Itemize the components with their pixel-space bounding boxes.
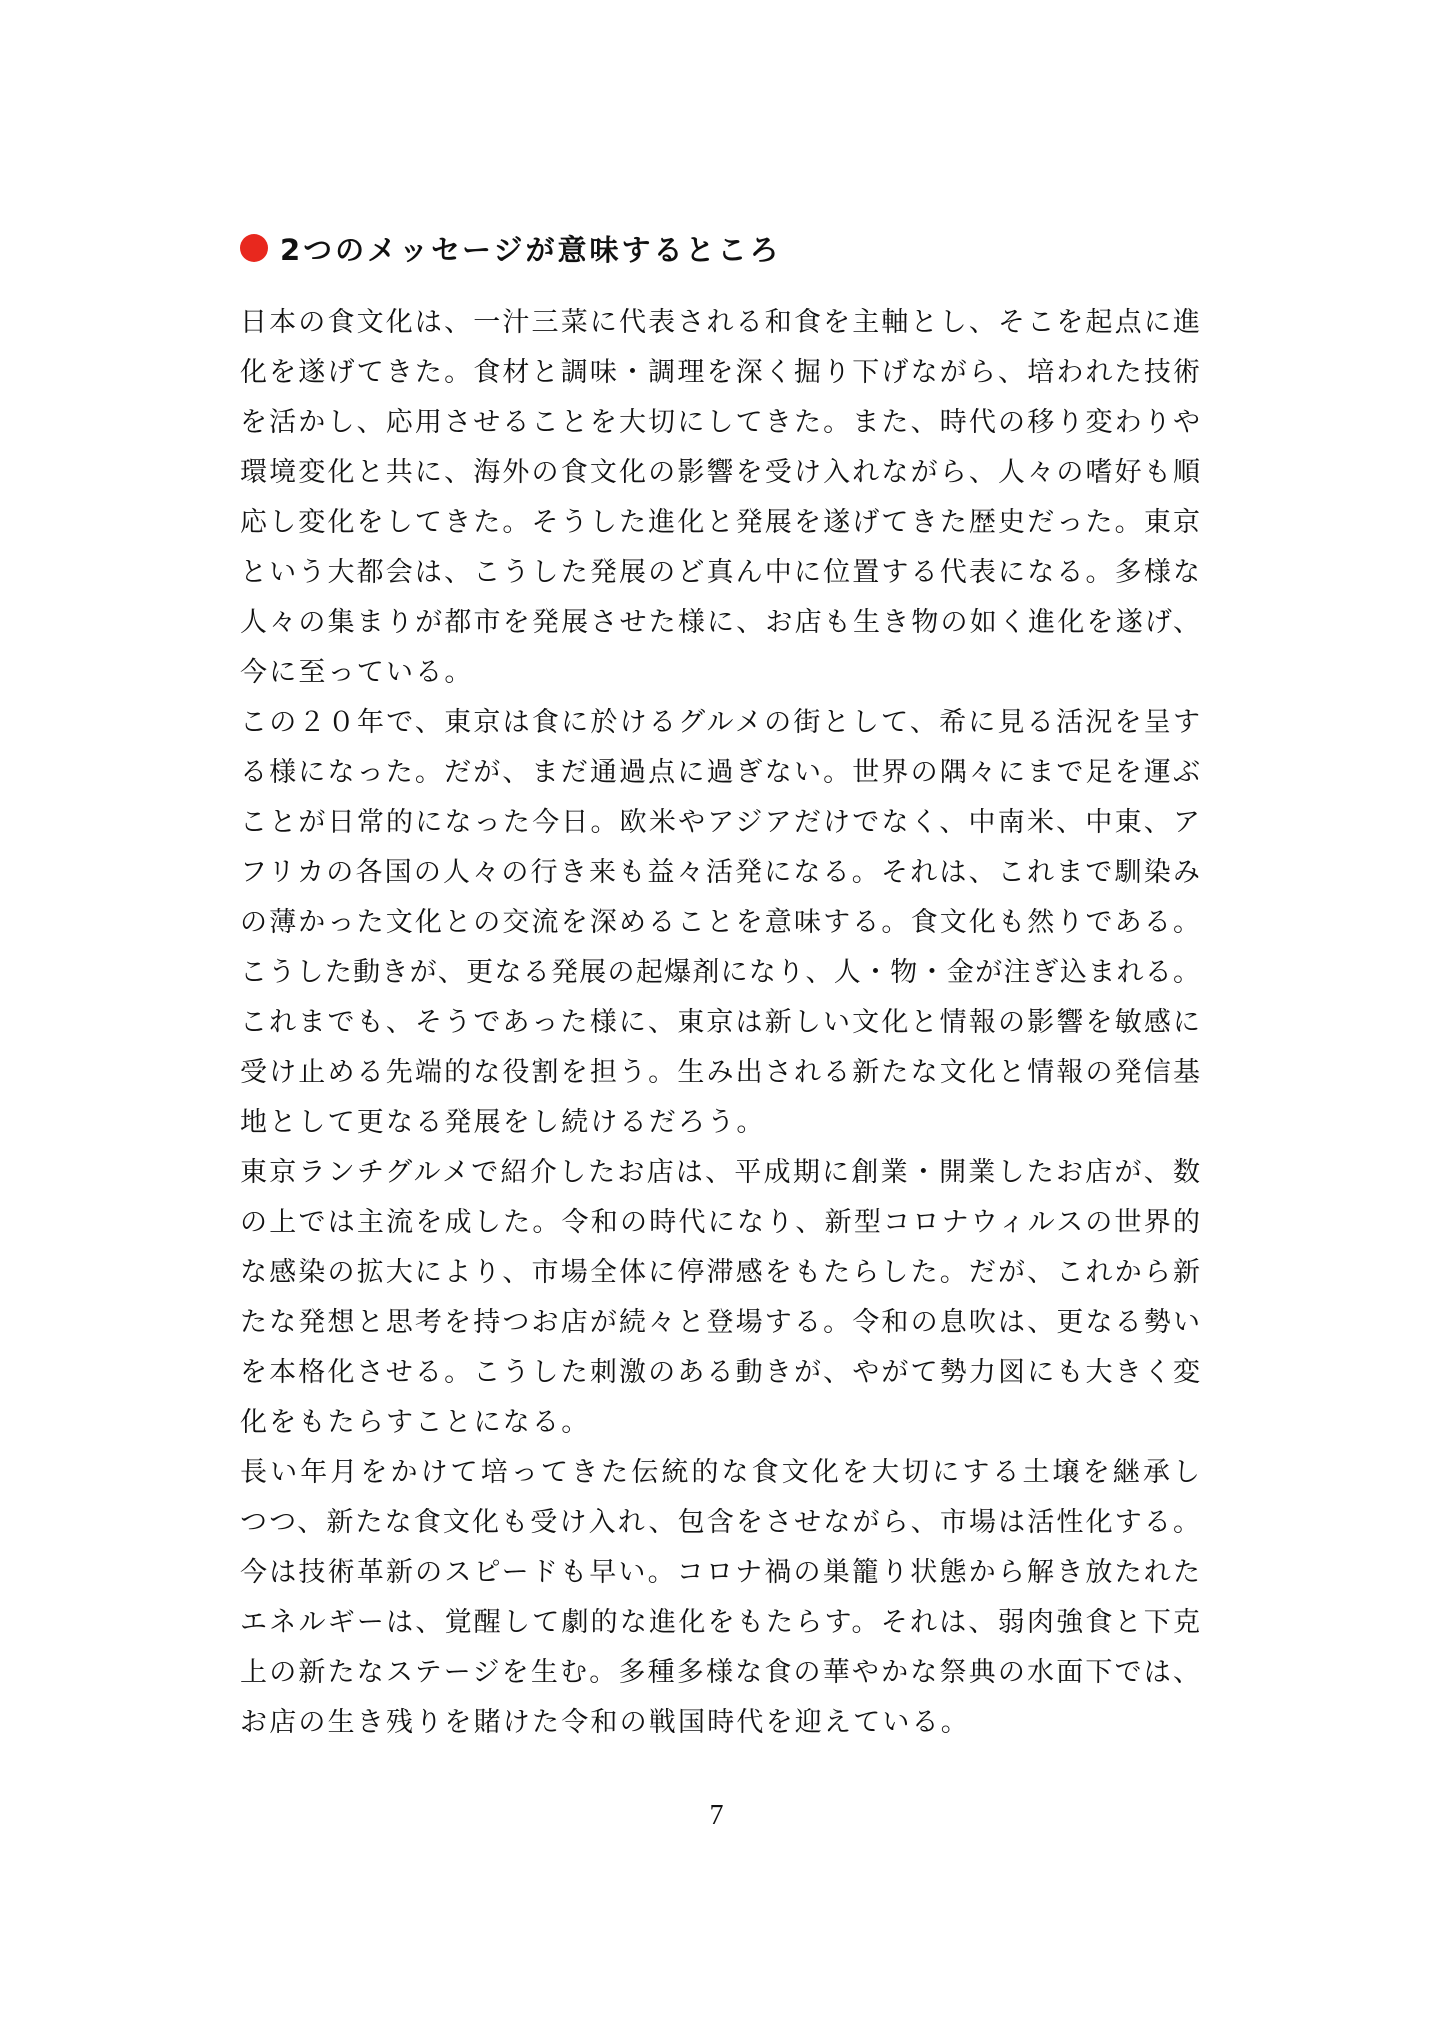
text-line: 日本の食文化は、一汁三菜に代表される和食を主軸とし、そこを起点に進 <box>240 307 1200 338</box>
text-line: 人々の集まりが都市を発展させた様に、お店も生き物の如く進化を遂げ、 <box>240 607 1200 638</box>
text-line: 上の新たなステージを生む。多種多様な食の華やかな祭典の水面下では、 <box>240 1657 1200 1688</box>
text-line: つつ、新たな食文化も受け入れ、包含をさせながら、市場は活性化する。 <box>240 1507 1200 1538</box>
text-line: る様になった。だが、まだ通過点に過ぎない。世界の隅々にまで足を運ぶ <box>240 757 1200 788</box>
page-number: 7 <box>709 1800 724 1831</box>
text-line: の薄かった文化との交流を深めることを意味する。食文化も然りである。 <box>240 907 1200 938</box>
text-line: を活かし、応用させることを大切にしてきた。また、時代の移り変わりや <box>240 407 1200 438</box>
text-line: 化をもたらすことになる。 <box>240 1407 591 1438</box>
text-line: これまでも、そうであった様に、東京は新しい文化と情報の影響を敏感に <box>240 1007 1200 1038</box>
text-line: 地として更なる発展をし続けるだろう。 <box>240 1107 766 1138</box>
text-line: ことが日常的になった今日。欧米やアジアだけでなく、中南米、中東、ア <box>240 807 1200 838</box>
text-line: な感染の拡大により、市場全体に停滞感をもたらした。だが、これから新 <box>240 1257 1200 1288</box>
text-line: 環境変化と共に、海外の食文化の影響を受け入れながら、人々の嗜好も順 <box>240 457 1200 488</box>
text-line: 応し変化をしてきた。そうした進化と発展を遂げてきた歴史だった。東京 <box>240 507 1200 538</box>
text-line: の上では主流を成した。令和の時代になり、新型コロナウィルスの世界的 <box>240 1207 1200 1238</box>
text-line: この２０年で、東京は食に於けるグルメの街として、希に見る活況を呈す <box>240 707 1200 738</box>
text-line: という大都会は、こうした発展のど真ん中に位置する代表になる。多様な <box>240 557 1200 588</box>
body-text <box>240 298 1200 1748</box>
text-line: 今は技術革新のスピードも早い。コロナ禍の巣籠り状態から解き放たれた <box>240 1557 1200 1588</box>
red-circle-bullet-icon <box>240 234 268 262</box>
text-line: 東京ランチグルメで紹介したお店は、平成期に創業・開業したお店が、数 <box>240 1157 1200 1188</box>
text-line: エネルギーは、覚醒して劇的な進化をもたらす。それは、弱肉強食と下克 <box>240 1607 1200 1638</box>
heading-text: 2つのメッセージが意味するところ <box>280 232 782 267</box>
text-line: こうした動きが、更なる発展の起爆剤になり、人・物・金が注ぎ込まれる。 <box>240 957 1200 988</box>
text-line: フリカの各国の人々の行き来も益々活発になる。それは、これまで馴染み <box>240 857 1200 888</box>
text-line: たな発想と思考を持つお店が続々と登場する。令和の息吹は、更なる勢い <box>240 1307 1200 1338</box>
section-heading <box>240 222 1200 274</box>
text-line: を本格化させる。こうした刺激のある動きが、やがて勢力図にも大きく変 <box>240 1357 1200 1388</box>
text-line: 長い年月をかけて培ってきた伝統的な食文化を大切にする土壌を継承し <box>240 1457 1200 1488</box>
text-line: お店の生き残りを賭けた令和の戦国時代を迎えている。 <box>240 1707 970 1738</box>
text-line: 受け止める先端的な役割を担う。生み出される新たな文化と情報の発信基 <box>240 1057 1200 1088</box>
text-line: 化を遂げてきた。食材と調味・調理を深く掘り下げながら、培われた技術 <box>240 357 1200 388</box>
text-line: 今に至っている。 <box>240 657 474 688</box>
